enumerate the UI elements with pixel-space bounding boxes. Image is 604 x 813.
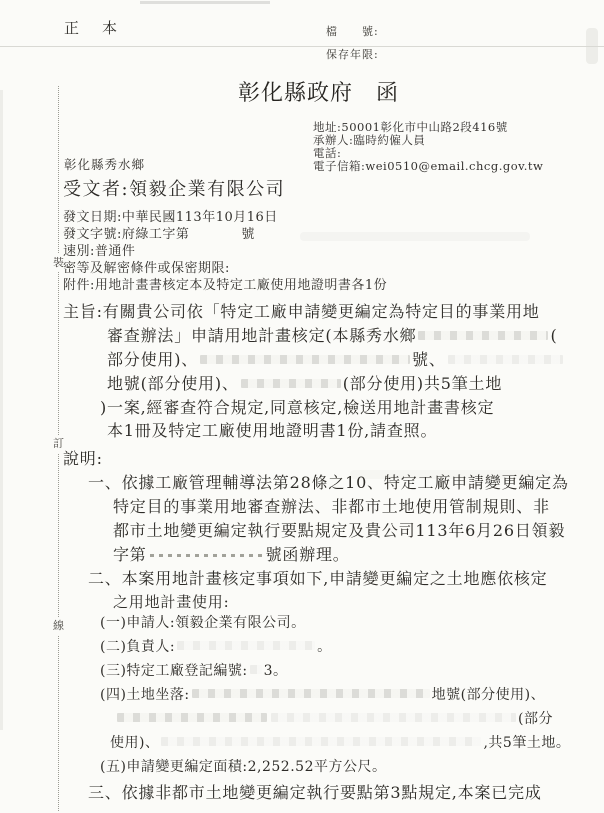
redaction-smudge <box>200 355 410 364</box>
binding-char-zhuang: 裝 <box>51 254 66 272</box>
redaction-smudge <box>250 665 262 674</box>
subject-line-5: )一案,經審查符合規定,同意核定,檢送用地計畫書核定 <box>100 398 495 417</box>
item-2-line-2: 之用地計畫使用: <box>113 593 230 611</box>
sub-item-3-tail: 3。 <box>263 663 288 679</box>
sub-item-2 <box>100 639 332 657</box>
item-2-line-1: 二、本案用地計畫核定事項如下,申請變更編定之土地應依核定 <box>88 569 548 588</box>
sub-item-5: (五)申請變更編定面積:2,252.52平方公尺。 <box>100 759 387 775</box>
sender-contact-person: 承辦人:臨時約僱人員 <box>313 133 426 147</box>
binding-char-ding: 訂 <box>51 435 66 453</box>
sub-item-2-label: (二)負責人: <box>100 639 176 655</box>
redaction-smudge <box>448 355 563 364</box>
redaction-smudge <box>177 641 315 650</box>
sub-item-1: (一)申請人:領毅企業有限公司。 <box>100 615 306 631</box>
sub-item-3 <box>100 663 288 681</box>
sub-item-2-tail: 。 <box>317 639 332 655</box>
recipient-line: 受文者:領毅企業有限公司 <box>63 179 286 200</box>
security-line: 密等及解密條件或保密期限: <box>63 261 230 276</box>
redaction-smudge <box>271 713 516 722</box>
retention-period-label: 保存年限: <box>326 48 379 61</box>
sub-item-4-line-1 <box>100 687 545 705</box>
sub-item-4-line-2-tail: (部分 <box>518 711 553 727</box>
sub-item-3-label: (三)特定工廠登記編號: <box>100 663 248 679</box>
priority-line: 速別:普通件 <box>63 244 136 259</box>
scan-artifact <box>300 232 530 241</box>
item-1-line-4 <box>113 545 350 565</box>
subject-line-4-text: 地號(部分使用)、 <box>107 374 239 393</box>
redaction-smudge <box>117 713 267 722</box>
item-3-line-1: 三、依據非都市土地變更編定執行要點第3點規定,本案已完成 <box>88 783 542 802</box>
subject-line-3-mid: 號、 <box>412 350 446 369</box>
doc-number-suffix: 號 <box>241 227 255 242</box>
subject-line-3-text: 部分使用)、 <box>107 350 199 369</box>
binding-char-xian: 線 <box>51 617 66 635</box>
sender-address: 地址:50001彰化市中山路2段416號 <box>313 120 508 134</box>
document-title: 彰化縣政府 函 <box>238 81 400 106</box>
subject-line-4-tail: (部分使用)共5筆土地 <box>342 374 503 393</box>
item-1-line-2: 特定目的事業用地審查辦法、非都市土地使用管制規則、非 <box>113 497 550 516</box>
redaction-smudge <box>418 331 548 340</box>
subject-line-2-tail: ( <box>550 326 558 345</box>
issue-date: 發文日期:中華民國113年10月16日 <box>63 210 278 225</box>
redaction-smudge <box>161 737 481 746</box>
subject-line-6: 本1冊及特定工廠使用地證明書1份,請查照。 <box>107 421 438 440</box>
redaction-smudge <box>192 689 430 698</box>
recipient-township: 彰化縣秀水鄉 <box>64 157 146 172</box>
sub-item-4-line-3-tail: ,共5筆土地。 <box>483 735 571 751</box>
item-1-line-3: 都市土地變更編定執行要點規定及貴公司113年6月26日領毅 <box>113 521 566 540</box>
subject-line-1: 主旨:有關貴公司依「特定工廠申請變更編定為特定目的事業用地 <box>63 302 540 321</box>
sub-item-4-label: (四)土地坐落: <box>100 687 190 703</box>
copy-type-label: 正 本 <box>64 19 122 37</box>
explanation-label: 說明: <box>63 449 103 468</box>
doc-number-prefix: 發文字號:府綠工字第 <box>63 227 190 242</box>
subject-line-4 <box>107 374 502 394</box>
sub-item-4-line-2 <box>115 711 553 729</box>
item-1-line-1: 一、依據工廠管理輔導法第28條之10、特定工廠申請變更編定為 <box>88 473 569 492</box>
scan-artifact <box>140 1 270 4</box>
redaction-smudge <box>241 379 341 388</box>
subject-line-3 <box>107 350 565 370</box>
file-number-label: 檔 號: <box>326 25 379 38</box>
redaction-dashes <box>150 554 263 557</box>
sub-item-4-tail: 地號(部分使用)、 <box>431 687 546 703</box>
attachment-line: 附件:用地計畫書核定本及特定工廠使用地證明書各1份 <box>63 278 388 293</box>
sub-item-4-line-3-text: 使用)、 <box>110 735 160 751</box>
sender-email: 電子信箱:wei0510@email.chcg.gov.tw <box>313 159 544 173</box>
sub-item-4-line-3 <box>110 735 570 753</box>
item-1-line-4-suffix: 號函辦理。 <box>265 545 350 564</box>
header-divider <box>0 46 604 47</box>
subject-line-2 <box>107 326 558 346</box>
doc-number <box>63 227 255 243</box>
scan-artifact <box>0 90 3 730</box>
item-1-line-4-prefix: 字第 <box>113 545 147 564</box>
subject-line-2-text: 審查辦法」申請用地計畫核定(本縣秀水鄉 <box>107 326 417 345</box>
sender-phone: 電話: <box>313 146 342 160</box>
